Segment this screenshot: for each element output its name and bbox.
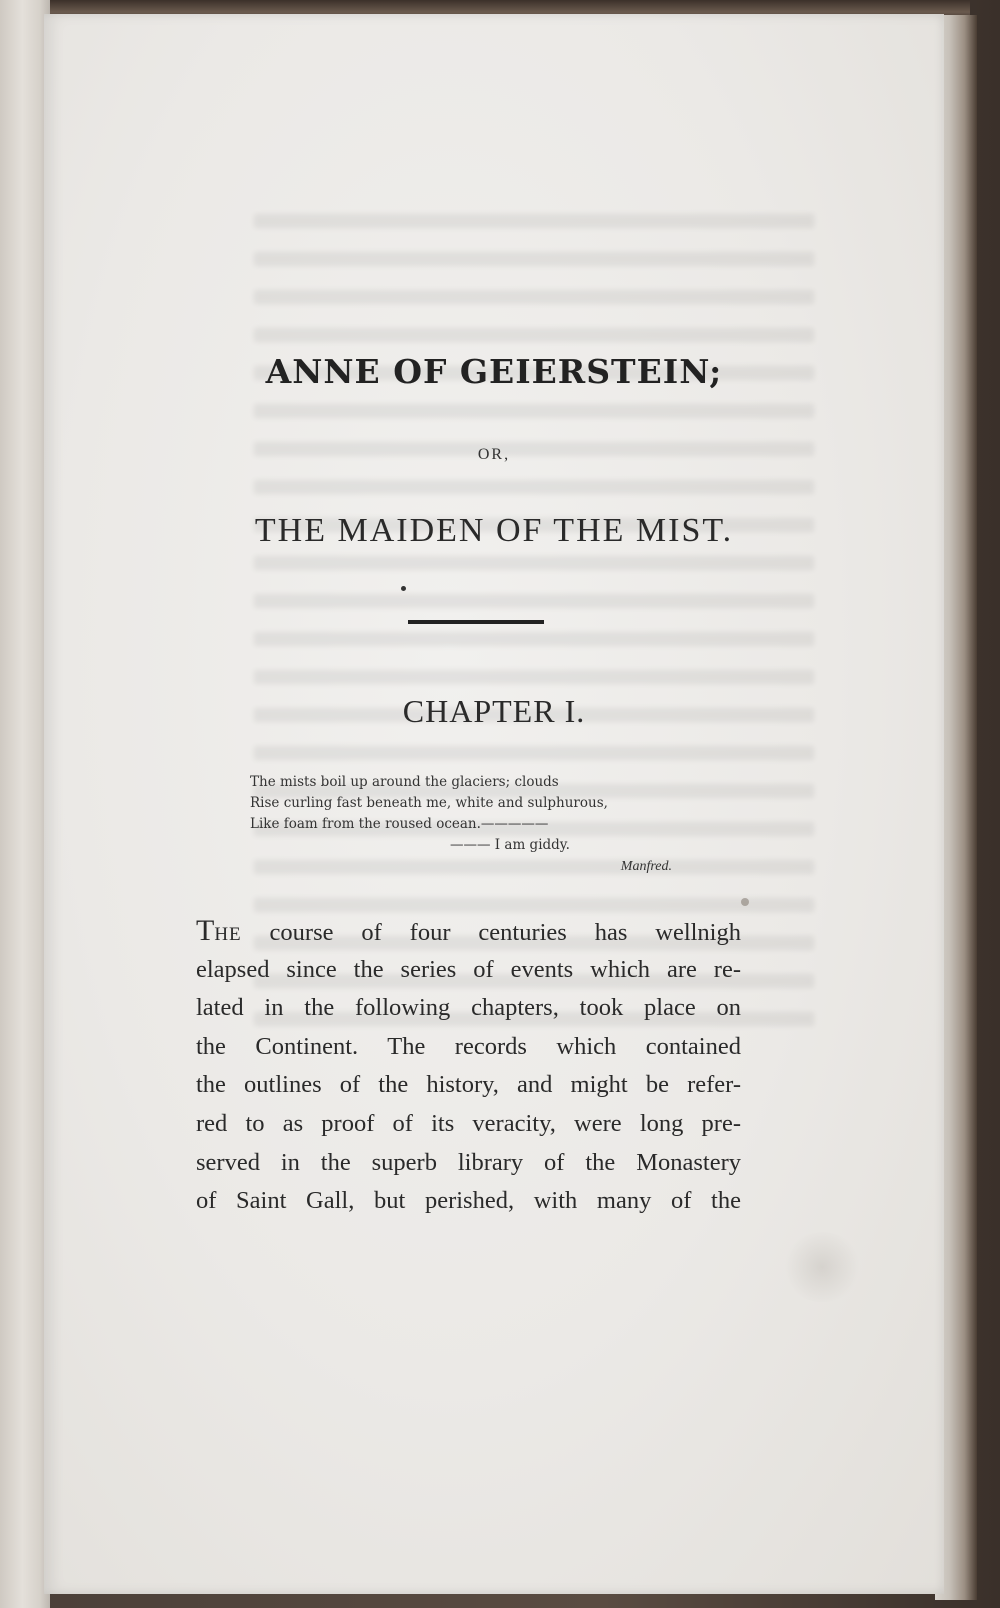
small-caps: HE — [214, 924, 242, 945]
epigraph-line: Rise curling fast beneath me, white and sulphurous, — [250, 795, 608, 811]
body-line: lated in the following chapters, took place on — [196, 994, 741, 1022]
body-line — [196, 912, 741, 951]
paper-stain — [782, 1232, 862, 1302]
body-line: of Saint Gall, but perished, with many of the — [196, 1187, 741, 1215]
ink-dot — [401, 586, 406, 591]
body-line: the outlines of the history, and might be refer- — [196, 1071, 741, 1099]
first-line-text: course of four centuries has wellnigh — [241, 919, 741, 946]
body-line: served in the superb library of the Monastery — [196, 1148, 741, 1176]
body-line: the Continent. The records which contained — [196, 1032, 741, 1060]
ink-speck — [741, 898, 749, 906]
show-through-text — [254, 214, 814, 1034]
body-line: elapsed since the series of events which are re- — [196, 955, 741, 983]
body-line: red to as proof of its veracity, were long pre- — [196, 1109, 741, 1137]
book-subtitle: THE MAIDEN OF THE MIST. — [254, 512, 734, 549]
title-rule — [408, 620, 544, 624]
epigraph — [250, 772, 700, 877]
title-conjunction: OR, — [477, 446, 511, 463]
drop-cap: T — [196, 914, 215, 947]
epigraph-line: ——— I am giddy. — [450, 837, 570, 853]
epigraph-line: Like foam from the roused ocean.————— — [250, 816, 549, 832]
left-page-edge — [0, 0, 50, 1608]
body-text — [196, 912, 741, 1221]
book-title: ANNE OF GEIERSTEIN; — [265, 352, 723, 391]
epigraph-line: The mists boil up around the glaciers; clouds — [250, 774, 559, 790]
chapter-heading: CHAPTER I. — [402, 693, 586, 729]
epigraph-attribution: Manfred. — [620, 859, 672, 874]
